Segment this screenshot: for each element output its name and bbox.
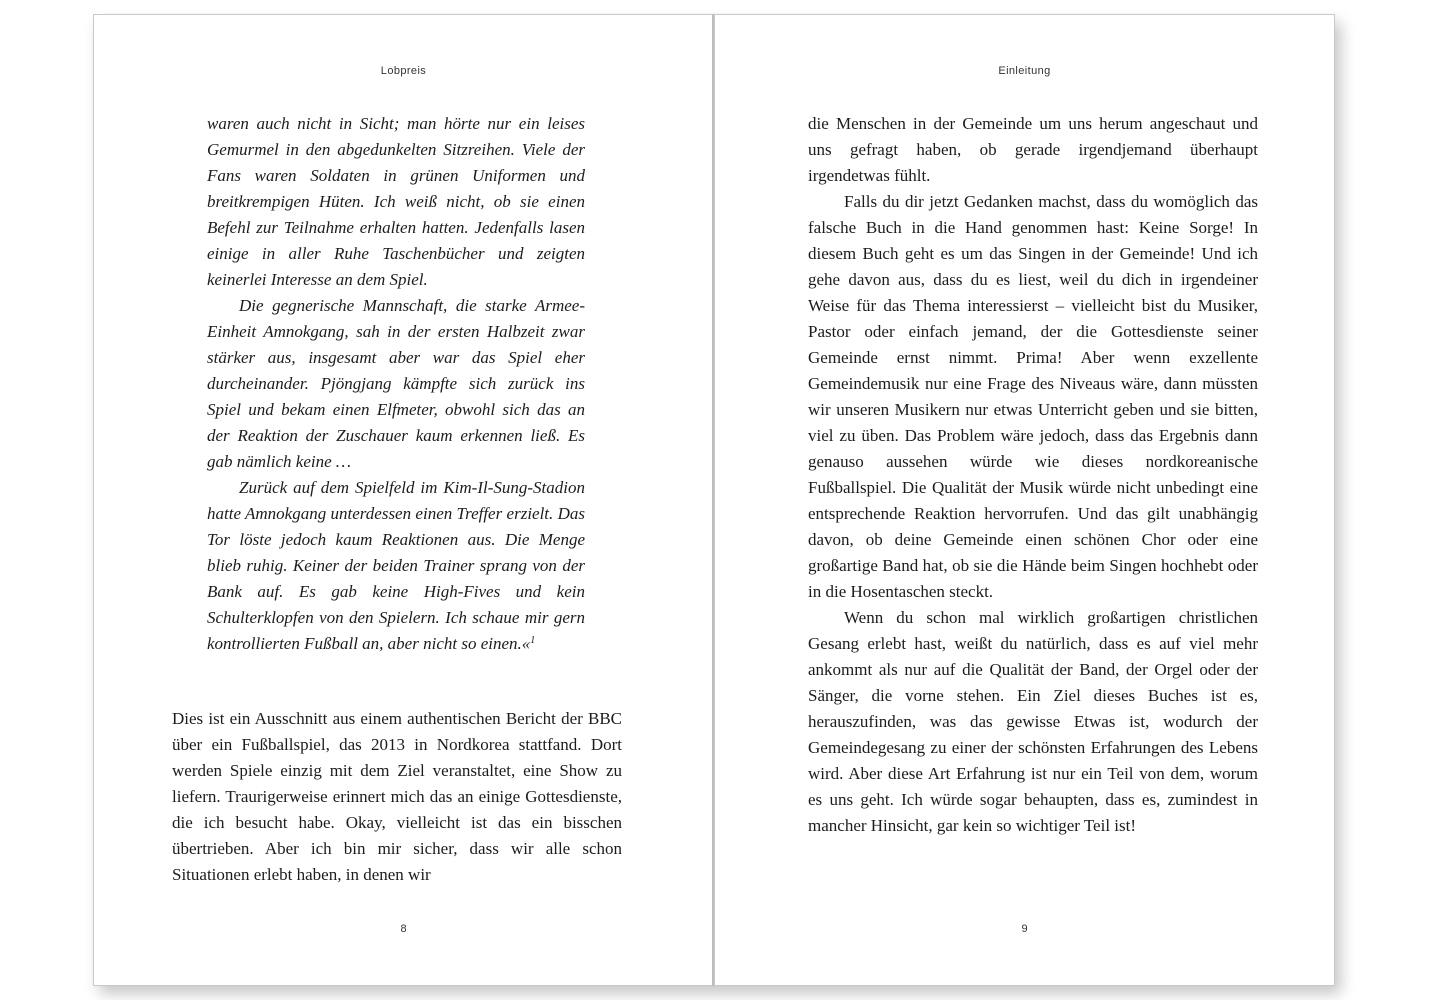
running-head-right: Einleitung [998,65,1051,77]
footnote-reference: 1 [530,635,536,646]
quote-paragraph-3-text: Zurück auf dem Spielfeld im Kim-Il-Sung-Stadion hatte Amnokgang unterdessen einen Treffer erzielt. Das Tor löste jedoch kaum Reaktionen aus. Die Menge blieb ruhig. Keiner der beiden Trainer sprang von der Bank auf. Es gab keine High-Fives und kein Schulterklopfen von den Spielern. Ich schaue mir gern kontrollierten Fußball an, aber nicht so einen.« [207,478,585,653]
right-page [714,14,1335,986]
page-number-left: 8 [400,923,407,935]
body-paragraph-1: die Menschen in der Gemeinde um uns herum angeschaut und uns gefragt haben, ob gerade irgendjemand überhaupt irgendetwas fühlt. [808,114,1258,185]
body-paragraph-3: Wenn du schon mal wirklich großartigen christlichen Gesang erlebt hast, weißt du natürlich, dass es auf viel mehr ankommt als nur auf die Qualität der Band, der Orgel oder der Sänger, die vorne stehen. Ein Ziel dieses Buches ist es, herauszufinden, was das gewisse Etwas ist, wodurch der Gemeindegesang zu einer der schönsten Erfahrungen des Lebens wird. Aber diese Art Erfahrung ist nur ein Teil von dem, worum es uns geht. Ich würde sogar behaupten, dass es, zumindest in mancher Hinsicht, gar kein so wichtiger Teil ist! [808,608,1258,835]
page-number-right: 9 [1021,923,1028,935]
body-text-right [808,111,1258,839]
quote-paragraph-1: waren auch nicht in Sicht; man hörte nur ein leises Gemurmel in den abgedunkelten Sitzreihen. Viele der Fans waren Soldaten in grünen Uniformen und breitkrempigen Hüten. Ich weiß nicht, ob sie einen Befehl zur Teilnahme erhalten hatten. Jedenfalls lasen einige in aller Ruhe Taschenbücher und zeigten keinerlei Interesse an dem Spiel. [207,114,585,289]
quote-paragraph-3 [207,475,585,657]
body-text-left [172,706,622,888]
book-spread [93,14,1335,986]
body-paragraph-left: Dies ist ein Ausschnitt aus einem authentischen Bericht der BBC über ein Fußballspiel, das 2013 in Nordkorea stattfand. Dort werden Spiele einzig mit dem Ziel veranstaltet, eine Show zu liefern. Traurigerweise erinnert mich das an einige Gottesdienste, die ich besucht habe. Okay, vielleicht ist das ein bisschen übertrieben. Aber ich bin mir sicher, dass wir alle schon Situationen erlebt haben, in denen wir [172,709,622,884]
body-paragraph-2: Falls du dir jetzt Gedanken machst, dass du womöglich das falsche Buch in die Hand genommen hast: Keine Sorge! In diesem Buch geht es um das Singen in der Gemeinde! Und ich gehe davon aus, dass du es liest, weil du dich in irgendeiner Weise für das Thema interessierst – vielleicht bist du Musiker, Pastor oder einfach jemand, der die Gottesdienste seiner Gemeinde ernst nimmt. Prima! Aber wenn exzellente Gemeindemusik nur eine Frage des Niveaus wäre, dann müssten wir unseren Musikern nur etwas Unterricht geben und sie bitten, viel zu üben. Das Problem wäre jedoch, dass das Ergebnis dann genauso aussehen würde wie dieses nordkoreanische Fußballspiel. Die Qualität der Musik würde nicht unbedingt eine entsprechende Reaktion hervorrufen. Und das gilt unabhängig davon, ob deine Gemeinde einen schönen Chor oder eine großartige Band hat, ob sie die Hände beim Singen hochhebt oder in die Hosentaschen steckt. [808,192,1258,601]
quote-paragraph-2: Die gegnerische Mannschaft, die starke Armee-Einheit Amnokgang, sah in der ersten Halbzeit zwar stärker aus, insgesamt aber war das Spiel eher durcheinander. Pjöngjang kämpfte sich zurück ins Spiel und bekam einen Elfmeter, obwohl sich das an der Reaktion der Zuschauer kaum erkennen ließ. Es gab nämlich keine … [207,296,585,471]
block-quote [207,111,585,657]
left-page [93,14,714,986]
running-head-left: Lobpreis [380,65,427,77]
